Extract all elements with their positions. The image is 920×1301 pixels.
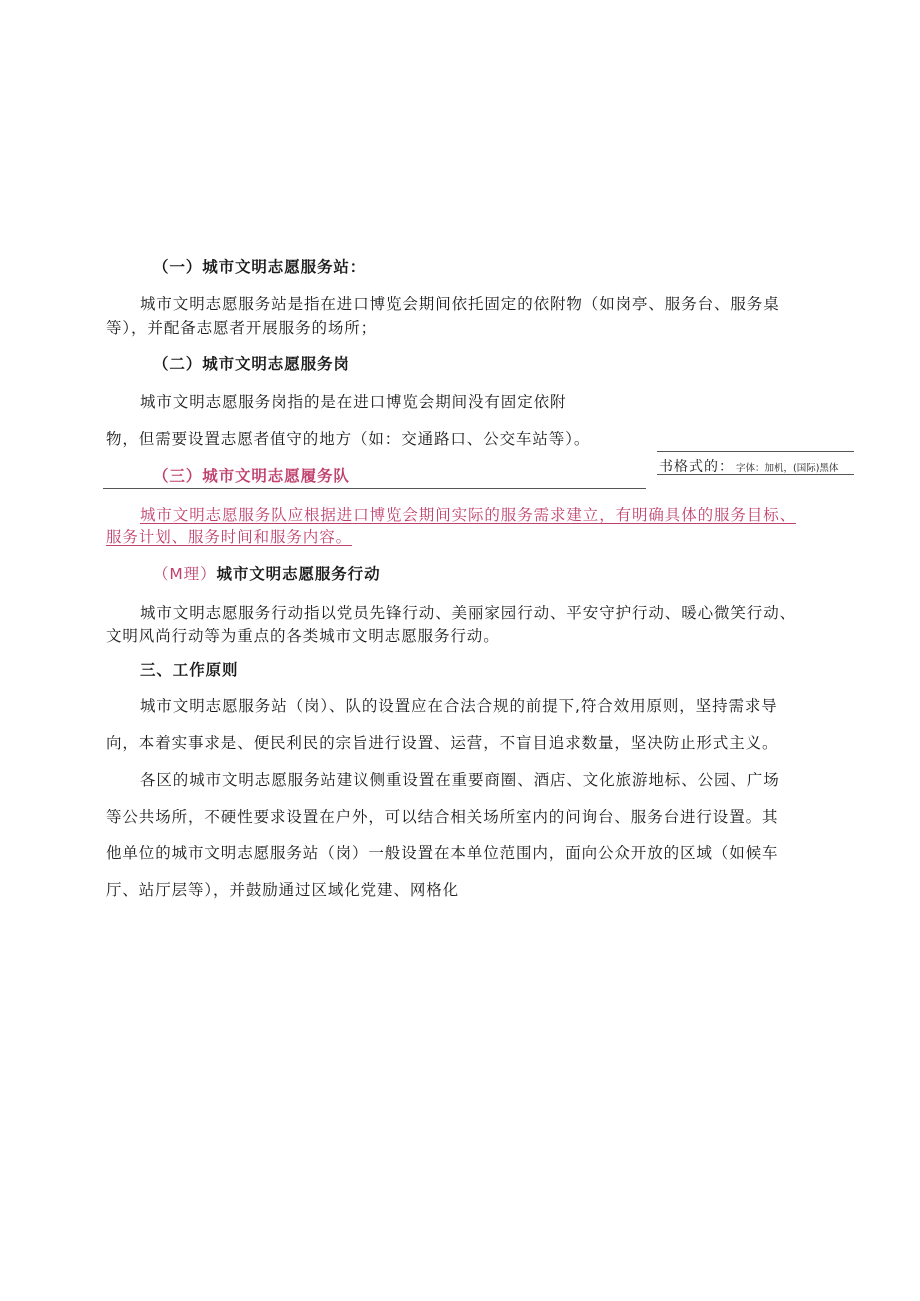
paragraph-districts-line1: 各区的城市文明志愿服务站建议侧重设置在重要商圈、酒店、文化旅游地标、公园、广场 (140, 771, 780, 789)
paragraph-post-line2: 物，但需要设置志愿者值守的地方（如：交通路口、公交车站等）。 (106, 430, 591, 448)
paragraph-team-line1-revision: 城市文明志愿服务队应根据进口博览会期间实际的服务需求建立，有明确具体的服务目标、 (140, 506, 797, 524)
comment-bottom-rule (657, 474, 854, 475)
heading-work-principles: 三、工作原则 (140, 661, 239, 679)
paragraph-principles-line1: 城市文明志愿服务站（岗）、队的设置应在合法合规的前提下,符合效用原则，坚持需求导 (140, 697, 778, 715)
heading-service-post: （二）城市文明志愿服务岗 (153, 355, 350, 373)
paragraph-station-line2: 等），并配备志愿者开展服务的场所； (106, 319, 378, 337)
paragraph-districts-line3: 他单位的城市文明志愿服务站（岗）一般设置在本单位范围内，面向公众开放的区域（如候车 (106, 844, 779, 862)
paragraph-districts-line2: 等公共场所，不硬性要求设置在户外，可以结合相关场所室内的问询台、服务台进行设置。其 (106, 808, 779, 826)
paragraph-principles-line2: 向，本着实事求是、便民利民的宗旨进行设置、运营，不盲目追求数量，坚决防止形式主义。 (106, 734, 779, 752)
comment-top-rule (657, 451, 854, 452)
paragraph-team-line2-revision: 服务计划、服务时间和服务内容。 (106, 528, 353, 546)
heading-service-action (153, 564, 381, 584)
paragraph-districts-line4: 厅、站厅层等），并鼓励通过区域化党建、网格化 (106, 881, 460, 899)
comment-text: 字体：加机，(国际)黑体 (736, 463, 839, 474)
format-comment-balloon[interactable] (659, 456, 838, 476)
revision-divider-line (103, 488, 646, 489)
heading-action-text: 城市文明志愿服务行动 (216, 565, 381, 583)
paragraph-action-line1: 城市文明志愿服务行动指以党员先锋行动、美丽家园行动、平安守护行动、暖心微笑行动、 (140, 604, 797, 622)
heading-action-prefix-revision: （M理） (153, 565, 217, 583)
heading-service-team-revision: （三）城市文明志愿履务队 (153, 467, 350, 485)
paragraph-post-line1: 城市文明志愿服务岗指的是在进口博览会期间没有固定依附 (140, 393, 567, 411)
heading-service-station: （一）城市文明志愿服务站： (153, 258, 367, 276)
paragraph-station-line1: 城市文明志愿服务站是指在进口博览会期间依托固定的依附物（如岗亭、服务台、服务桌 (140, 295, 780, 313)
comment-label: 书格式的： (659, 459, 734, 475)
paragraph-action-line2: 文明风尚行动等为重点的各类城市文明志愿服务行动。 (106, 627, 500, 645)
